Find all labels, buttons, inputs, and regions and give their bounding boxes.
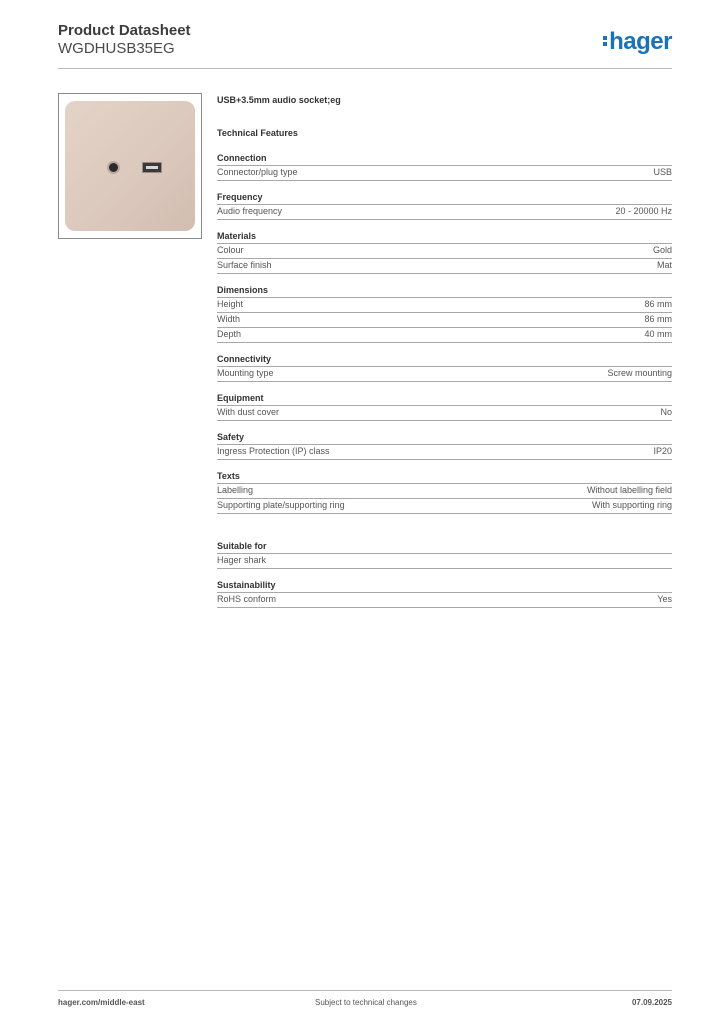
spec-section (217, 470, 672, 514)
spec-section (217, 152, 672, 181)
footer-website-link[interactable]: hager.com/middle-east (58, 998, 145, 1007)
logo-dots-icon (603, 34, 608, 48)
spec-label: Colour (217, 245, 244, 255)
spec-section (217, 431, 672, 460)
page-header (58, 22, 672, 58)
section-title: Materials (217, 231, 257, 241)
spec-sections (217, 152, 672, 514)
spec-row (217, 327, 672, 343)
logo-text: hager (609, 28, 672, 55)
spec-value: Mat (656, 260, 672, 270)
section-rows (217, 592, 672, 608)
spec-row (217, 592, 672, 608)
footer-date: 07.09.2025 (631, 998, 672, 1007)
section-title: Equipment (217, 393, 264, 403)
hager-logo (603, 28, 672, 56)
header-divider (58, 68, 672, 69)
spec-row (217, 297, 672, 312)
technical-features-heading: Technical Features (217, 128, 298, 138)
spec-value: 86 mm (644, 314, 672, 324)
section-rows (217, 366, 672, 382)
section-rows (217, 444, 672, 460)
usb-port-icon (142, 162, 162, 173)
section-title: Suitable for (217, 541, 267, 551)
section-rows (217, 204, 672, 220)
section-title: Safety (217, 432, 245, 442)
section-rows (217, 297, 672, 343)
socket-plate (65, 101, 195, 231)
footer-divider (58, 990, 672, 991)
spec-label: Supporting plate/supporting ring (217, 500, 345, 510)
spec-label: Mounting type (217, 368, 274, 378)
section-rows (217, 553, 672, 569)
spec-value: With supporting ring (591, 500, 672, 510)
spec-row (217, 165, 672, 181)
spec-label: RoHS conform (217, 594, 277, 604)
spec-row (217, 483, 672, 498)
spec-value: IP20 (653, 446, 672, 456)
spec-label: Hager shark (217, 555, 267, 565)
spec-value: 20 - 20000 Hz (615, 206, 672, 216)
spec-section (217, 353, 672, 382)
spec-row (217, 258, 672, 274)
section-title: Connectivity (217, 354, 272, 364)
section-rows (217, 165, 672, 181)
section-title: Texts (217, 471, 240, 481)
spec-value: No (660, 407, 672, 417)
spec-section (217, 191, 672, 220)
spec-row (217, 312, 672, 327)
spec-label: Surface finish (217, 260, 272, 270)
spec-label: Labelling (217, 485, 254, 495)
spec-row (217, 444, 672, 460)
section-rows (217, 405, 672, 421)
section-title: Connection (217, 153, 267, 163)
spec-section (217, 392, 672, 421)
audio-jack-icon (107, 161, 120, 174)
spec-label: Height (217, 299, 244, 309)
section-title: Frequency (217, 192, 263, 202)
sustainability-section (217, 579, 672, 608)
spec-row (217, 243, 672, 258)
spec-label: Depth (217, 329, 242, 339)
spec-row (217, 405, 672, 421)
spec-row (217, 553, 672, 569)
product-code: WGDHUSB35EG (58, 40, 175, 57)
spec-row (217, 498, 672, 514)
section-title: Dimensions (217, 285, 269, 295)
spec-section (217, 284, 672, 343)
spec-row (217, 204, 672, 220)
spec-label: Audio frequency (217, 206, 283, 216)
spec-value: Gold (652, 245, 672, 255)
spec-value: USB (653, 167, 672, 177)
spec-value: Without labelling field (586, 485, 672, 495)
section-rows (217, 483, 672, 514)
spec-content (217, 95, 672, 618)
spec-value: Screw mounting (607, 368, 672, 378)
product-name: USB+3.5mm audio socket;eg (217, 95, 341, 105)
spec-value: Yes (657, 594, 672, 604)
product-image (58, 93, 202, 239)
spec-section (217, 230, 672, 274)
spec-label: Width (217, 314, 241, 324)
section-rows (217, 243, 672, 274)
spec-label: With dust cover (217, 407, 280, 417)
spec-label: Connector/plug type (217, 167, 298, 177)
spec-value: 86 mm (644, 299, 672, 309)
suitable-for-section (217, 540, 672, 569)
spec-label: Ingress Protection (IP) class (217, 446, 330, 456)
spec-value: 40 mm (644, 329, 672, 339)
footer-notice: Subject to technical changes (315, 998, 417, 1007)
spec-row (217, 366, 672, 382)
page-title: Product Datasheet (58, 22, 191, 39)
section-title: Sustainability (217, 580, 276, 590)
